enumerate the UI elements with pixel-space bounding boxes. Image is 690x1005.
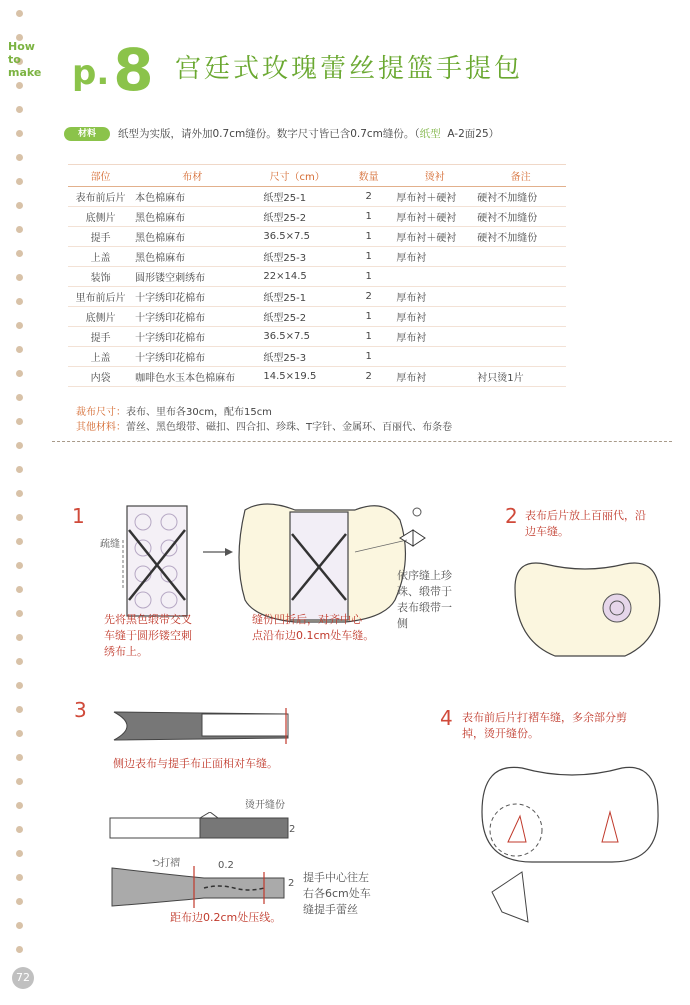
table-cell: 表布前后片: [68, 187, 133, 207]
line: 表布后片放上百丽代，沿: [525, 509, 646, 522]
table-cell: [475, 287, 566, 307]
table-cell: [475, 247, 566, 267]
binding-dot: [16, 754, 23, 761]
step-4-illustration: [462, 752, 672, 932]
binding-dot: [16, 178, 23, 185]
binding-dot: [16, 274, 23, 281]
table-cell: 衬只烫1片: [475, 367, 566, 387]
table-cell: 十字绣印花棉布: [133, 327, 251, 347]
table-cell: 里布前后片: [68, 287, 133, 307]
col-interfacing: 烫衬: [394, 165, 475, 187]
binding-dot: [16, 802, 23, 809]
binding-dot: [16, 10, 23, 17]
table-cell: [475, 327, 566, 347]
page-prefix: p.: [72, 53, 110, 93]
binding-dot: [16, 874, 23, 881]
table-row: [68, 247, 566, 267]
how-to-make-label: [8, 40, 41, 79]
binding-dot: [16, 826, 23, 833]
table-cell: [394, 267, 475, 287]
step-3-number: 3: [74, 698, 87, 722]
step-4-caption: [462, 710, 627, 742]
binding-dot: [16, 130, 23, 137]
step-3-illustration-a: [110, 706, 300, 746]
step-4-number: 4: [440, 706, 453, 730]
table-cell: 硬衬不加缝份: [475, 187, 566, 207]
line: 边车缝。: [525, 525, 569, 538]
table-cell: 圆形镂空刺绣布: [133, 267, 251, 287]
other-label: 其他材料：: [76, 422, 126, 433]
table-cell: 硬衬不加缝份: [475, 207, 566, 227]
table-row: [68, 207, 566, 227]
binding-dot: [16, 370, 23, 377]
table-cell: [475, 307, 566, 327]
table-cell: 内袋: [68, 367, 133, 387]
table-cell: 上盖: [68, 247, 133, 267]
binding-dot: [16, 562, 23, 569]
table-row: [68, 267, 566, 287]
table-row: [68, 287, 566, 307]
binding-dot: [16, 850, 23, 857]
section-divider: [52, 441, 672, 442]
binding-dot: [16, 658, 23, 665]
binding-dot: [16, 898, 23, 905]
step-1-number: 1: [72, 504, 85, 528]
table-cell: 底侧片: [68, 207, 133, 227]
binding-dot: [16, 682, 23, 689]
table-cell: [475, 267, 566, 287]
table-cell: 咖啡色水玉本色棉麻布: [133, 367, 251, 387]
col-note: 备注: [475, 165, 566, 187]
step-3-press-label: 烫开缝份: [245, 800, 285, 811]
table-cell: 厚布衬＋硬衬: [394, 207, 475, 227]
line: 缝份凹折后，对齐中心: [252, 613, 362, 626]
binding-dot: [16, 610, 23, 617]
pattern-label: 纸型: [419, 128, 441, 140]
binding-dot: [16, 514, 23, 521]
materials-badge: 材料: [64, 127, 110, 141]
table-cell: 厚布衬: [394, 287, 475, 307]
table-cell: 厚布衬＋硬衬: [394, 227, 475, 247]
table-cell: 36.5×7.5: [251, 227, 343, 247]
table-cell: 1: [343, 347, 394, 367]
line: 提手中心往左: [303, 871, 369, 884]
step-2-number: 2: [505, 504, 518, 528]
table-cell: 黑色棉麻布: [133, 227, 251, 247]
materials-close: ）: [488, 128, 500, 140]
binding-dot: [16, 250, 23, 257]
line: 表布前后片打褶车缝，多余部分剪: [462, 711, 627, 724]
step-3-illustration-c: [104, 864, 294, 908]
table-cell: 上盖: [68, 347, 133, 367]
line: 掉，烫开缝份。: [462, 727, 539, 740]
how-word: How: [8, 40, 35, 53]
table-cell: 纸型25-3: [251, 247, 343, 267]
step-1-caption-a: [104, 612, 192, 660]
binding-dot: [16, 730, 23, 737]
other-text: 蕾丝、黑色缎带、磁扣、四合扣、珍珠、T字针、金属环、百丽代、布条卷: [126, 422, 453, 433]
make-word: make: [8, 66, 42, 79]
table-cell: 2: [343, 367, 394, 387]
table-cell: 硬衬不加缝份: [475, 227, 566, 247]
table-cell: 22×14.5: [251, 267, 343, 287]
table-cell: 底侧片: [68, 307, 133, 327]
binding-dot: [16, 466, 23, 473]
table-row: [68, 187, 566, 207]
materials-table: [68, 164, 566, 387]
binding-dot: [16, 202, 23, 209]
binding-dot: [16, 154, 23, 161]
step-1-baste-label: 疏缝: [100, 539, 120, 550]
line: 绣布上。: [104, 645, 148, 658]
table-cell: 厚布衬: [394, 327, 475, 347]
table-cell: 十字绣印花棉布: [133, 307, 251, 327]
table-cell: 1: [343, 247, 394, 267]
table-cell: 纸型25-2: [251, 307, 343, 327]
table-row: [68, 367, 566, 387]
table-cell: 14.5×19.5: [251, 367, 343, 387]
step-1-caption-c: [397, 568, 452, 632]
table-cell: 纸型25-2: [251, 207, 343, 227]
binding-dot: [16, 298, 23, 305]
table-cell: 纸型25-1: [251, 287, 343, 307]
pleat-arrow-icon: ⮌: [152, 858, 161, 869]
table-cell: 提手: [68, 227, 133, 247]
binding-dot: [16, 586, 23, 593]
materials-note: 纸型为实版，请外加0.7cm缝份。数字尺寸皆已含0.7cm缝份。（: [118, 128, 420, 140]
table-cell: [475, 347, 566, 367]
table-cell: 提手: [68, 327, 133, 347]
step-3-illustration-b: [108, 812, 298, 848]
table-cell: 纸型25-1: [251, 187, 343, 207]
table-row: [68, 327, 566, 347]
step-3-caption-b: [303, 870, 371, 918]
line: 缝提手蕾丝: [303, 903, 358, 916]
to-word: to: [8, 53, 21, 66]
table-cell: 厚布衬: [394, 367, 475, 387]
col-size: 尺寸（cm）: [251, 165, 343, 187]
line: 右各6cm处车: [303, 887, 371, 900]
step-3-pleat-value: 0.2: [218, 860, 234, 871]
table-cell: 1: [343, 327, 394, 347]
binding-dot: [16, 490, 23, 497]
table-cell: 1: [343, 207, 394, 227]
table-cell: 1: [343, 267, 394, 287]
cutting-label: 裁布尺寸：: [76, 407, 126, 418]
table-cell: 装饰: [68, 267, 133, 287]
table-cell: 1: [343, 307, 394, 327]
binding-dot: [16, 706, 23, 713]
other-materials: [76, 418, 452, 433]
binding-dot: [16, 322, 23, 329]
table-row: [68, 307, 566, 327]
table-cell: 厚布衬: [394, 247, 475, 267]
table-cell: 厚布衬: [394, 307, 475, 327]
step-2-caption: [525, 508, 646, 540]
line: 点沿布边0.1cm处车缝。: [252, 629, 375, 642]
step-2-illustration: [505, 548, 670, 666]
binding-dot: [16, 82, 23, 89]
binding-dots: [14, 10, 28, 1000]
step-3-caption-a: 侧边表布与提手布正面相对车缝。: [113, 757, 278, 770]
step-3-caption-c: 距布边0.2cm处压线。: [170, 911, 282, 924]
table-cell: 纸型25-3: [251, 347, 343, 367]
table-cell: 1: [343, 227, 394, 247]
step-1-caption-b: [252, 612, 374, 644]
table-cell: 黑色棉麻布: [133, 247, 251, 267]
binding-dot: [16, 922, 23, 929]
table-row: [68, 227, 566, 247]
binding-dot: [16, 418, 23, 425]
line: 依序缝上珍: [397, 569, 452, 582]
binding-dot: [16, 634, 23, 641]
table-cell: 十字绣印花棉布: [133, 347, 251, 367]
table-cell: [394, 347, 475, 367]
page-footer-number: 72: [12, 967, 34, 989]
line: 珠、缎带于: [397, 585, 452, 598]
binding-dot: [16, 346, 23, 353]
table-row: [68, 347, 566, 367]
step-3-dim-2b: 2: [288, 878, 295, 889]
table-cell: 本色棉麻布: [133, 187, 251, 207]
pattern-ref: A-2面25: [447, 128, 489, 140]
table-cell: 36.5×7.5: [251, 327, 343, 347]
line: 表布缎带一: [397, 601, 452, 614]
col-fabric: 布材: [133, 165, 251, 187]
binding-dot: [16, 226, 23, 233]
pleat-text: 打褶: [160, 858, 181, 869]
table-cell: 2: [343, 287, 394, 307]
line: 侧: [397, 617, 408, 630]
binding-dot: [16, 394, 23, 401]
table-cell: 十字绣印花棉布: [133, 287, 251, 307]
cutting-text: 表布、里布各30cm，配布15cm: [126, 407, 272, 418]
table-cell: 厚布衬＋硬衬: [394, 187, 475, 207]
col-qty: 数量: [343, 165, 394, 187]
binding-dot: [16, 778, 23, 785]
table-header-row: [68, 165, 566, 187]
materials-text: [118, 126, 499, 141]
line: 先将黑色缎带交叉: [104, 613, 192, 626]
step-3-dim-2: 2: [289, 824, 296, 835]
binding-dot: [16, 442, 23, 449]
line: 车缝于圆形镂空刺: [104, 629, 192, 642]
table-cell: 2: [343, 187, 394, 207]
binding-dot: [16, 946, 23, 953]
page-title: 宫廷式玫瑰蕾丝提篮手提包: [175, 54, 524, 84]
page-heading: [72, 30, 154, 104]
table-body: [68, 187, 566, 387]
table-cell: 黑色棉麻布: [133, 207, 251, 227]
binding-dot: [16, 106, 23, 113]
page-number: 8: [113, 36, 154, 104]
col-part: 部位: [68, 165, 133, 187]
binding-dot: [16, 538, 23, 545]
cutting-size: [76, 403, 272, 418]
